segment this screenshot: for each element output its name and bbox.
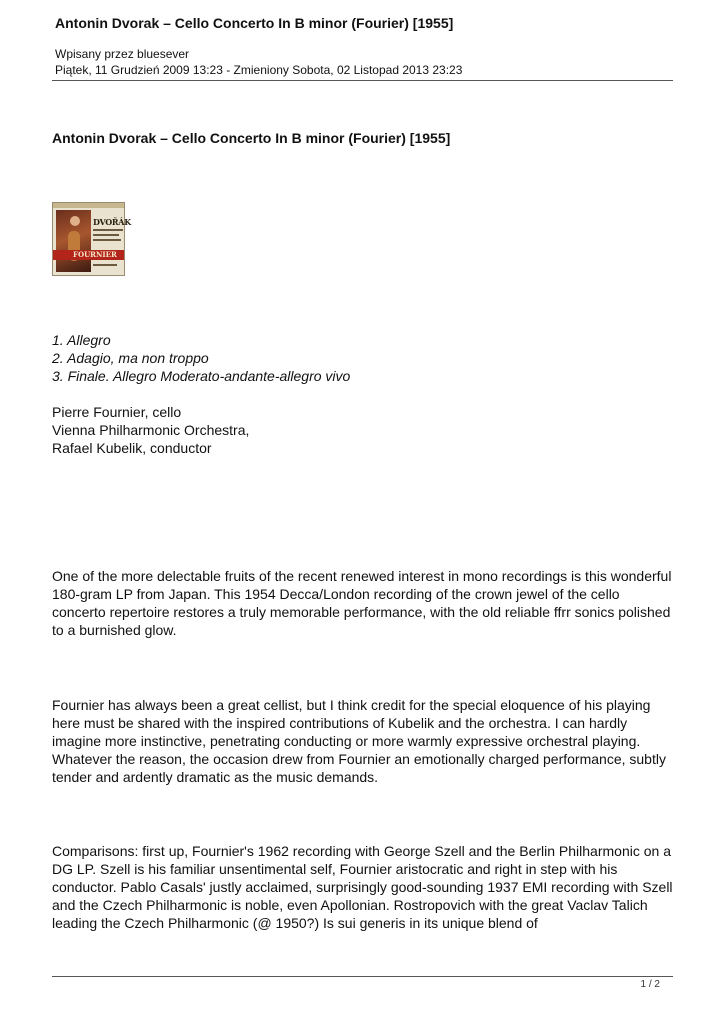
track-item: 1. Allegro [52,332,111,348]
header-divider [52,80,673,81]
album-cover-image[interactable] [52,202,131,276]
credit-item: Pierre Fournier, cello [52,404,182,420]
credit-item: Rafael Kubelik, conductor [52,440,212,456]
track-item: 3. Finale. Allegro Moderato-andante-allegro vivo [52,368,351,384]
footer-divider [52,976,673,977]
credit-item: Vienna Philharmonic Orchestra, [52,422,250,438]
header-title: Antonin Dvorak – Cello Concerto In B minor (Fourier) [1955] [55,15,454,31]
review-paragraph: Fournier has always been a great cellist, but I think credit for the special eloquence of his playing here must be shared with the inspired contributions of Kubelik and the orchestra. I can hardly imagine more instinctive, penetrating conducting or more warmly expressive orchestral playing. Whatever the reason, the occasion drew from Fournier an emotionally charged performance, subtly tender and ardently dramatic as the music demands. [52,697,666,785]
review-paragraph: One of the more delectable fruits of the recent renewed interest in mono recordings is this wonderful 180-gram LP from Japan. This 1954 Decca/London recording of the crown jewel of the cello concerto repertoire restores a truly memorable performance, with the old reliable ffrr sonics polished to a burnished glow. [52,568,672,638]
review-paragraph: Comparisons: first up, Fournier's 1962 recording with George Szell and the Berlin Philharmonic on a DG LP. Szell is his familiar unsentimental self, Fournier aristocratic and right in step with his conductor. Pablo Casals' justly acclaimed, surprisingly good-sounding 1937 EMI recording with Szell and the Czech Philharmonic is noble, even Apollonian. Rostropovich with the great Vaclav Talich leading the Czech Philharmonic (@ 1950?) Is sui generis in its unique blend of [52,843,673,931]
header-meta [55,46,462,78]
date-line: Piątek, 11 Grudzień 2009 13:23 - Zmieniony Sobota, 02 Listopad 2013 23:23 [55,63,463,77]
track-item: 2. Adagio, ma non troppo [52,350,209,366]
article-title: Antonin Dvorak – Cello Concerto In B minor (Fourier) [1955] [52,130,451,146]
credits [52,403,249,457]
cover-composer: DVOŘÁK [93,217,131,227]
cover-performer: FOURNIER [73,250,117,259]
author-line: Wpisany przez bluesever [55,47,190,61]
page-number: 1 / 2 [640,979,660,990]
track-list [52,331,350,385]
